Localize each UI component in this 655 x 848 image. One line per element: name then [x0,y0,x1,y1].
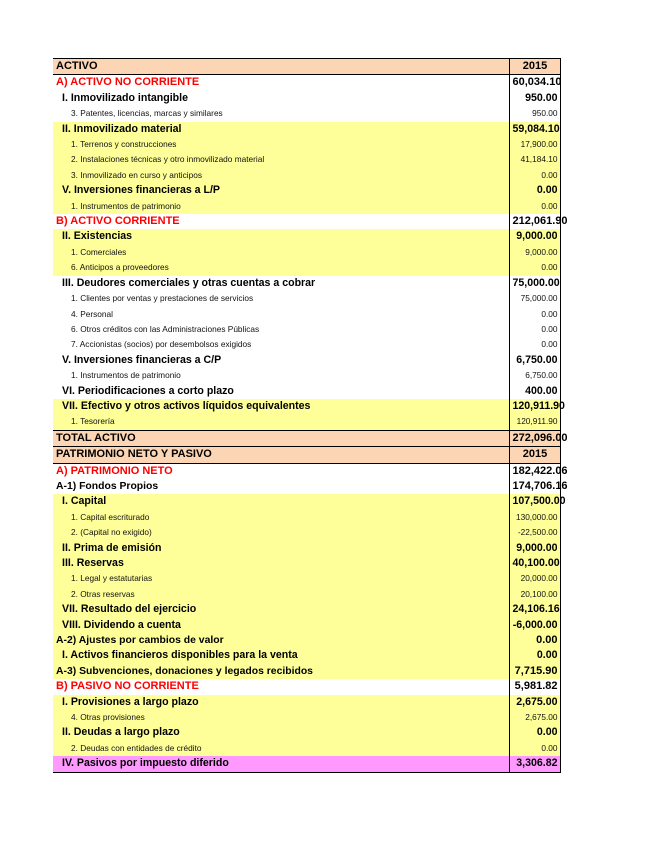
table-row [53,276,560,291]
row-label: 1. Instrumentos de patrimonio [53,199,509,214]
row-value: 6,750.00 [509,353,560,368]
row-label: 1. Terrenos y construcciones [53,137,509,152]
row-value: 9,000.00 [509,541,560,556]
row-label: TOTAL ACTIVO [53,430,509,446]
row-label: I. Provisiones a largo plazo [53,695,509,710]
row-label: VI. Periodificaciones a corto plazo [53,384,509,399]
header-row [53,59,560,75]
table-row [53,106,560,121]
table-row [53,618,560,633]
table-row [53,602,560,617]
table-row [53,479,560,494]
row-value: 950.00 [509,106,560,121]
table-row [53,571,560,586]
row-value: 950.00 [509,91,560,106]
row-value: -6,000.00 [509,618,560,633]
balance-sheet [53,58,568,773]
row-label: 2. Instalaciones técnicas y otro inmovilizado material [53,152,509,167]
table-row [53,137,560,152]
table-row [53,679,560,694]
row-label: II. Inmovilizado material [53,122,509,137]
row-value: 272,096.00 [509,430,560,446]
row-label: VII. Resultado del ejercicio [53,602,509,617]
row-label: VIII. Dividendo a cuenta [53,618,509,633]
row-value: 20,100.00 [509,587,560,602]
table-row [53,183,560,198]
row-label: A-3) Subvenciones, donaciones y legados recibidos [53,664,509,679]
row-value: 174,706.16 [509,479,560,494]
table-row [53,725,560,740]
table-row [53,664,560,679]
table-row [53,214,560,229]
row-value: 9,000.00 [509,245,560,260]
row-value: 59,084.10 [509,122,560,137]
row-value: 0.00 [509,260,560,275]
row-label: II. Prima de emisión [53,541,509,556]
row-value: 0.00 [509,307,560,322]
row-value: 0.00 [509,725,560,740]
table-row [53,710,560,725]
row-label: A) PATRIMONIO NETO [53,463,509,479]
row-label: 1. Clientes por ventas y prestaciones de servicios [53,291,509,306]
table-row [53,122,560,137]
row-value: 41,184.10 [509,152,560,167]
row-label: 6. Otros créditos con las Administraciones Públicas [53,322,509,337]
table-row [53,741,560,756]
table-row [53,168,560,183]
row-value: 75,000.00 [509,291,560,306]
table-row [53,384,560,399]
row-label: V. Inversiones financieras a C/P [53,353,509,368]
row-label: I. Activos financieros disponibles para la venta [53,648,509,663]
table-row [53,648,560,663]
row-value: 60,034.10 [509,75,560,91]
row-label: B) ACTIVO CORRIENTE [53,214,509,229]
table-row [53,337,560,352]
row-label: I. Inmovilizado intangible [53,91,509,106]
row-value: 2015 [509,447,560,463]
row-label: A-1) Fondos Propios [53,479,509,494]
row-value: 0.00 [509,199,560,214]
table-row [53,695,560,710]
row-value: 6,750.00 [509,368,560,383]
row-value: 3,306.82 [509,756,560,772]
row-label: A) ACTIVO NO CORRIENTE [53,75,509,91]
row-value: 9,000.00 [509,229,560,244]
row-label: III. Reservas [53,556,509,571]
row-label: I. Capital [53,494,509,509]
row-value: 7,715.90 [509,664,560,679]
table-row [53,199,560,214]
row-value: 17,900.00 [509,137,560,152]
row-value: -22,500.00 [509,525,560,540]
row-value: 2,675.00 [509,710,560,725]
row-label: II. Deudas a largo plazo [53,725,509,740]
table-row [53,494,560,509]
table-row [53,541,560,556]
row-value: 0.00 [509,322,560,337]
table-row [53,75,560,91]
row-label: 4. Otras provisiones [53,710,509,725]
row-label: 2. (Capital no exigido) [53,525,509,540]
header-row [53,447,560,463]
row-value: 0.00 [509,648,560,663]
table-row [53,525,560,540]
balance-rows [53,59,568,773]
row-label: B) PASIVO NO CORRIENTE [53,679,509,694]
row-value: 120,911.90 [509,414,560,430]
row-value: 40,100.00 [509,556,560,571]
row-value: 0.00 [509,183,560,198]
row-value: 107,500.00 [509,494,560,509]
table-row [53,368,560,383]
table-row [53,510,560,525]
table-row [53,245,560,260]
table-row [53,399,560,414]
row-label: 6. Anticipos a proveedores [53,260,509,275]
table-row [53,587,560,602]
row-value: 0.00 [509,741,560,756]
row-value: 2,675.00 [509,695,560,710]
row-label: II. Existencias [53,229,509,244]
row-value: 212,061.90 [509,214,560,229]
row-label: A-2) Ajustes por cambios de valor [53,633,509,648]
row-label: 1. Comerciales [53,245,509,260]
table-row [53,414,560,430]
table-row [53,260,560,275]
table-row [53,229,560,244]
row-label: 7. Accionistas (socios) por desembolsos exigidos [53,337,509,352]
row-label: 2. Deudas con entidades de crédito [53,741,509,756]
row-label: 3. Patentes, licencias, marcas y similares [53,106,509,121]
row-label: 1. Capital escriturado [53,510,509,525]
row-value: 182,422.06 [509,463,560,479]
row-label: 3. Inmovilizado en curso y anticipos [53,168,509,183]
row-label: 4. Personal [53,307,509,322]
row-label: III. Deudores comerciales y otras cuentas a cobrar [53,276,509,291]
row-label: 1. Legal y estatutarias [53,571,509,586]
table-row [53,91,560,106]
table-row [53,463,560,479]
table-row [53,322,560,337]
row-label: PATRIMONIO NETO Y PASIVO [53,447,509,463]
row-label: 2. Otras reservas [53,587,509,602]
table-row [53,756,560,772]
row-label: V. Inversiones financieras a L/P [53,183,509,198]
table-row [53,430,560,446]
table-row [53,307,560,322]
balance-table [53,58,568,773]
row-label: ACTIVO [53,59,509,75]
row-value: 5,981.82 [509,679,560,694]
row-value: 0.00 [509,168,560,183]
row-label: VII. Efectivo y otros activos líquidos equivalentes [53,399,509,414]
table-row [53,291,560,306]
table-row [53,353,560,368]
row-value: 0.00 [509,633,560,648]
row-label: 1. Instrumentos de patrimonio [53,368,509,383]
table-row [53,152,560,167]
row-value: 120,911.90 [509,399,560,414]
row-value: 2015 [509,59,560,75]
row-value: 0.00 [509,337,560,352]
row-value: 75,000.00 [509,276,560,291]
table-row [53,633,560,648]
row-value: 20,000.00 [509,571,560,586]
row-value: 400.00 [509,384,560,399]
row-value: 130,000.00 [509,510,560,525]
row-value: 24,106.16 [509,602,560,617]
table-row [53,556,560,571]
row-label: IV. Pasivos por impuesto diferido [53,756,509,772]
row-label: 1. Tesorería [53,414,509,430]
